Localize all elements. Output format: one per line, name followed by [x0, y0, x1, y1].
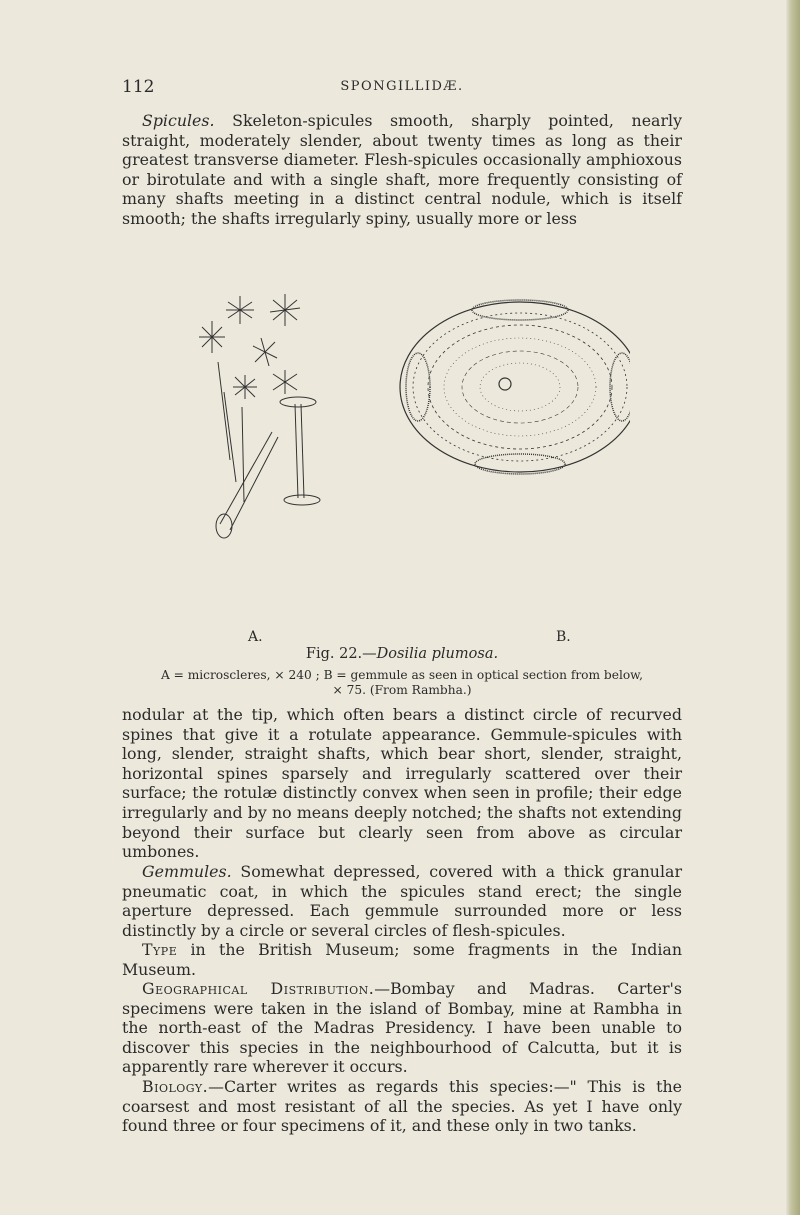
- biology-heading: Biology.: [142, 1077, 209, 1096]
- continuation-paragraph: nodular at the tip, which often bears a distinct circle of recurved spines that give it a rotulate appearance. Gemmule-spicules with long, slender, straight shafts, which bear short, slender, straight, horizontal spines sparsely and irregularly scattered over their surface; the rotulæ distinctly convex when seen in profile; their edge irregularly and by no means deeply notched; the shafts not extending beyond their surface but clearly seen from above as circular umbones.: [122, 705, 682, 862]
- figure-species: Dosilia plumosa.: [376, 646, 499, 662]
- gemmules-paragraph: [122, 862, 682, 940]
- type-paragraph: [122, 940, 682, 979]
- figure-illustration: [190, 292, 630, 622]
- type-heading: Type: [142, 940, 178, 959]
- spicules-text: Skeleton-spicules smooth, sharply pointed, nearly straight, moderately slender, about twenty times as long as their greatest transverse diameter. Flesh-spicules occasionally amphioxous or birotulate and with a single shaft, more frequently consisting of many shafts meeting in a distinct central nodule, which is itself smooth; the shafts irregularly spiny, usually more or less: [122, 111, 682, 228]
- page-number: 112: [122, 77, 155, 97]
- biology-paragraph: [122, 1077, 682, 1136]
- spicules-paragraph: [122, 111, 682, 229]
- figure-caption: A = microscleres, × 240 ; B = gemmule as seen in optical section from below, × 75. (From Rambha.): [160, 668, 644, 697]
- figure-number: Fig. 22.—: [305, 646, 377, 662]
- biology-text: —Carter writes as regards this species:—" This is the coarsest and most resistant of all the species. As yet I have only found three or four specimens of it, and these only in two tanks.: [122, 1077, 682, 1136]
- type-text: in the British Museum; some fragments in the Indian Museum.: [122, 940, 682, 979]
- figure-label-a: A.: [248, 629, 263, 645]
- gemmules-heading: Gemmules.: [142, 862, 232, 881]
- distribution-paragraph: [122, 979, 682, 1077]
- gemmule-drawing: [400, 300, 630, 474]
- spicules-heading: Spicules.: [142, 111, 215, 130]
- figure-label-b: B.: [556, 629, 571, 645]
- gemmules-text: Somewhat depressed, covered with a thick granular pneumatic coat, in which the spicules stand erect; the single aperture depressed. Each gemmule surrounded more or less distinctly by a circle or several circles of flesh-spicules.: [122, 862, 682, 940]
- page-header: [122, 77, 682, 101]
- microscleres-drawing: [199, 294, 320, 538]
- running-head: SPONGILLIDÆ.: [340, 79, 464, 94]
- distribution-text: —Bombay and Madras. Carter's specimens were taken in the island of Bombay, mine at Rambha in the north-east of the Madras Presidency. I have been unable to discover this species in the neighbourhood of Calcutta, but it is apparently rare wherever it occurs.: [122, 979, 682, 1077]
- distribution-heading: Geographical Distribution.: [142, 979, 375, 998]
- page-edge: [786, 0, 800, 1215]
- figure-title: [122, 646, 682, 662]
